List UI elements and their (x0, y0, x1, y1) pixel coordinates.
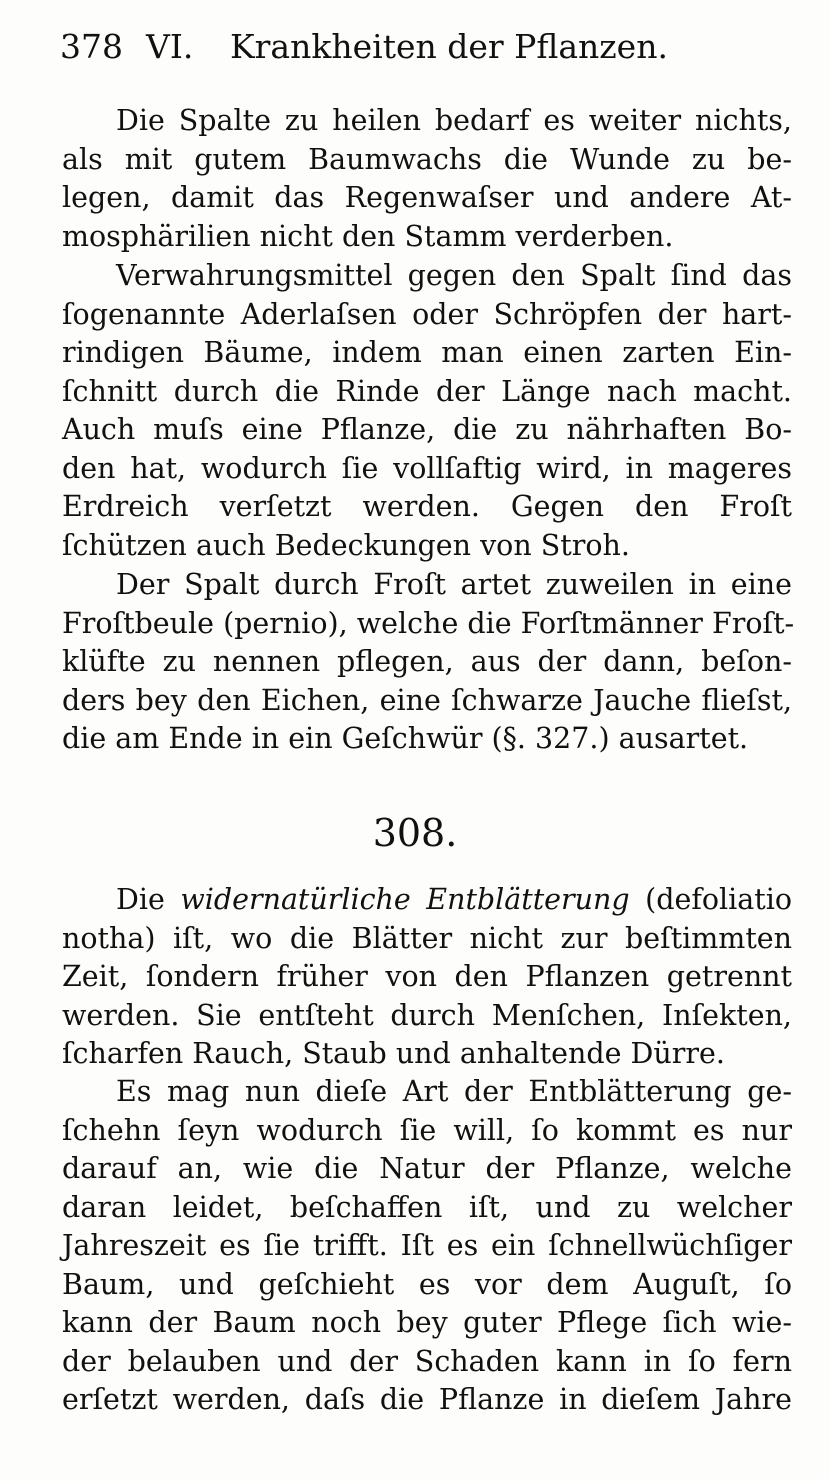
paragraph-1 (62, 102, 792, 256)
text-line: Froſtbeule (pernio), welche die Forſtmänner Froſt- (62, 606, 795, 640)
text-line (62, 881, 792, 920)
text-line: den hat, wodurch ſie vollſaftig wird, in mageres (62, 451, 792, 485)
text-line: notha) iſt, wo die Blätter nicht zur beſtimmten (62, 921, 792, 955)
text-line: erſetzt werden, daſs die Pflanze in dieſem Jahre (62, 1383, 792, 1416)
paragraph-3 (62, 566, 795, 759)
text-line: legen, damit das Regenwaſser und andere At- (62, 181, 792, 214)
text-line: ſchnitt durch die Rinde der Länge nach macht. (62, 374, 792, 408)
text-line: Erdreich verſetzt werden. Gegen den Froſt (62, 490, 792, 523)
text-line: Der Spalt durch Froſt artet zuweilen in eine (116, 568, 792, 601)
text-line: daran leidet, beſchaffen iſt, und zu welcher (62, 1190, 792, 1224)
running-header (60, 22, 800, 72)
text-fragment: (defoliatio (629, 883, 793, 916)
text-line: werden. Sie entſteht durch Menſchen, Inſekten, (62, 998, 792, 1032)
text-line: darauf an, wie die Natur der Pflanze, welche (62, 1152, 792, 1185)
section-number: 308. (372, 811, 458, 855)
text-line: rindigen Bäume, indem man einen zarten Ein- (62, 336, 792, 369)
italic-term: widernatürliche Entblätterung (180, 883, 630, 916)
paragraph-2 (62, 257, 792, 565)
text-line: Auch muſs eine Pflanze, die zu nährhaften Bo- (62, 413, 792, 446)
text-line: klüfte zu nennen pflegen, aus der dann, beſon- (62, 645, 792, 678)
text-line: der belauben und der Schaden kann in ſo fern (62, 1344, 792, 1378)
text-line: Zeit, ſondern früher von den Pflanzen getrennt (62, 960, 792, 993)
text-line: Es mag nun dieſe Art der Entblätterung ge- (116, 1075, 792, 1108)
text-line: ſcharfen Rauch, Staub und anhaltende Dürre. (62, 1037, 725, 1070)
text-line: ſchützen auch Bedeckungen von Stroh. (62, 528, 630, 562)
text-line: Verwahrungsmittel gegen den Spalt ſind das (116, 259, 792, 292)
text-line: als mit gutem Baumwachs die Wunde zu be- (62, 142, 792, 176)
text-line: Jahreszeit es ſie trifft. Iſt es ein ſchnellwüchſiger (62, 1229, 792, 1262)
text-fragment: Die (116, 883, 181, 916)
text-line: Baum, und geſchieht es vor dem Auguſt, ſo (62, 1267, 792, 1301)
running-title: Krankheiten der Pflanzen. (230, 27, 668, 66)
text-line: ſchehn ſeyn wodurch ſie will, ſo kommt es nur (62, 1113, 792, 1147)
chapter-number: VI. (146, 27, 194, 66)
text-line: die am Ende in ein Geſchwür (§. 327.) ausartet. (62, 722, 749, 755)
text-line: ſogenannte Aderlaſsen oder Schröpfen der hart- (62, 297, 792, 331)
text-line: kann der Baum noch bey guter Pflege ſich wie- (62, 1306, 792, 1339)
paragraph-4 (62, 881, 792, 1074)
text-line: mosphärilien nicht den Stamm verderben. (62, 219, 674, 253)
page-number: 378 (60, 27, 123, 66)
text-line: ders bey den Eichen, eine ſchwarze Jauche flieſst, (62, 683, 792, 717)
text-line: Die Spalte zu heilen bedarf es weiter nichts, (116, 104, 792, 137)
paragraph-5 (62, 1073, 792, 1420)
